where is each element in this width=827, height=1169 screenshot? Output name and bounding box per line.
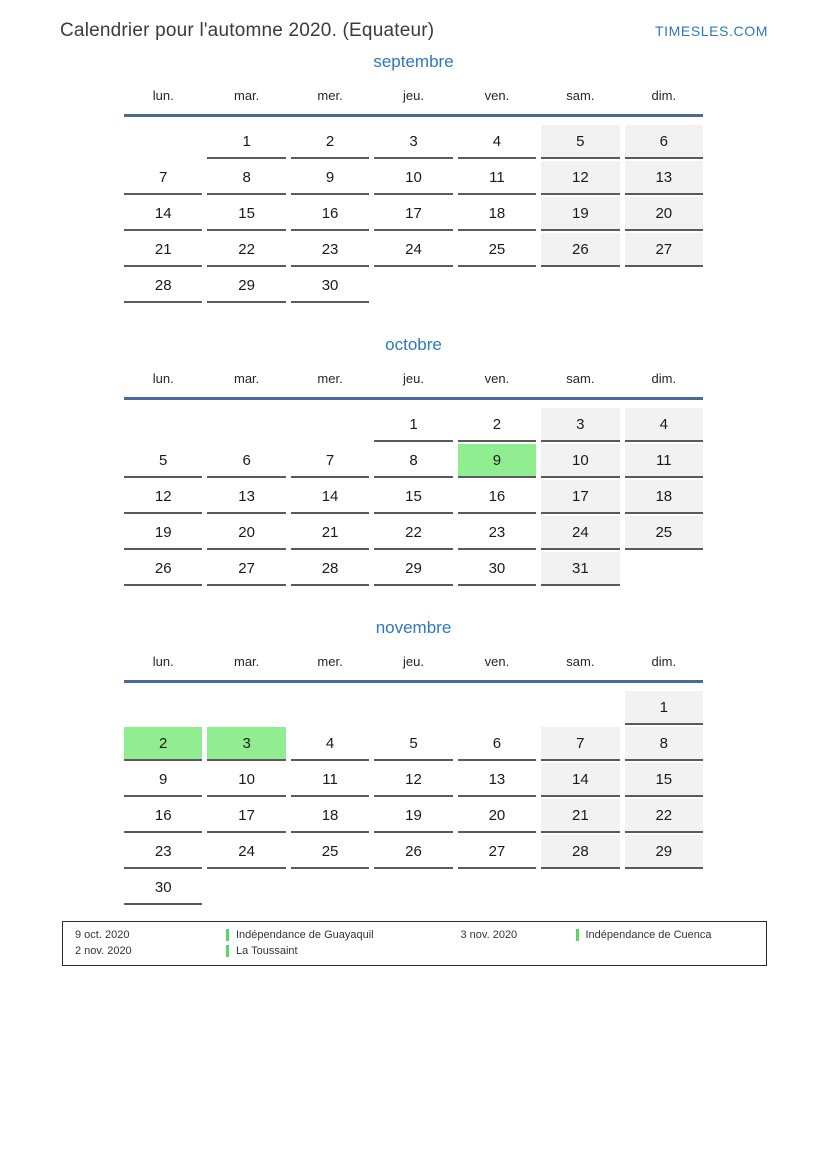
day-cell: 29 bbox=[374, 552, 452, 586]
empty-cell bbox=[458, 691, 536, 723]
page-title: Calendrier pour l'automne 2020. (Equateur) bbox=[60, 20, 435, 41]
month-grid bbox=[124, 125, 703, 305]
day-cell: 3 bbox=[541, 408, 619, 442]
day-cell: 29 bbox=[625, 835, 703, 869]
day-cell: 13 bbox=[625, 161, 703, 195]
day-cell: 9 bbox=[291, 161, 369, 195]
day-cell: 7 bbox=[541, 727, 619, 761]
month-grid bbox=[124, 408, 703, 588]
weekday-label: lun. bbox=[152, 654, 174, 669]
day-cell: 24 bbox=[541, 516, 619, 550]
day-cell: 14 bbox=[124, 197, 202, 231]
day-cell: 27 bbox=[458, 835, 536, 869]
day-cell: 26 bbox=[124, 552, 202, 586]
day-cell: 6 bbox=[458, 727, 536, 761]
weekday-label: ven. bbox=[484, 371, 510, 386]
day-cell: 6 bbox=[207, 444, 285, 478]
day-cell: 21 bbox=[124, 233, 202, 267]
day-cell: 26 bbox=[541, 233, 619, 267]
day-cell: 1 bbox=[207, 125, 285, 159]
empty-cell bbox=[207, 871, 285, 903]
day-cell: 27 bbox=[625, 233, 703, 267]
empty-cell bbox=[541, 871, 619, 903]
day-cell: 5 bbox=[124, 444, 202, 478]
month-divider-line bbox=[124, 114, 703, 117]
empty-cell bbox=[625, 269, 703, 301]
day-cell: 28 bbox=[291, 552, 369, 586]
legend-holiday-name: La Toussaint bbox=[236, 945, 298, 957]
day-cell: 9 bbox=[458, 444, 536, 478]
weekday-label: mar. bbox=[233, 88, 260, 103]
weekday-label: jeu. bbox=[403, 654, 424, 669]
day-cell: 5 bbox=[374, 727, 452, 761]
weekday-header-row bbox=[124, 371, 703, 397]
legend-holiday-name: Indépendance de Cuenca bbox=[585, 929, 712, 941]
legend-holiday-name: Indépendance de Guayaquil bbox=[236, 929, 374, 941]
day-cell: 24 bbox=[374, 233, 452, 267]
day-cell: 18 bbox=[625, 480, 703, 514]
weekday-label: mer. bbox=[317, 88, 343, 103]
day-cell: 11 bbox=[291, 763, 369, 797]
day-cell: 25 bbox=[458, 233, 536, 267]
page-header bbox=[0, 0, 827, 42]
day-cell: 10 bbox=[374, 161, 452, 195]
empty-cell bbox=[374, 691, 452, 723]
holiday-color-bar bbox=[226, 929, 229, 941]
legend-column bbox=[63, 927, 415, 959]
month-novembre bbox=[124, 618, 703, 907]
day-cell: 26 bbox=[374, 835, 452, 869]
weekday-label: dim. bbox=[651, 88, 677, 103]
weekday-label: sam. bbox=[566, 88, 595, 103]
holiday-color-bar bbox=[576, 929, 579, 941]
month-title: novembre bbox=[375, 618, 452, 637]
day-cell: 3 bbox=[374, 125, 452, 159]
day-cell: 7 bbox=[124, 161, 202, 195]
day-cell: 23 bbox=[291, 233, 369, 267]
legend-entry bbox=[63, 927, 415, 943]
empty-cell bbox=[291, 871, 369, 903]
day-cell: 12 bbox=[374, 763, 452, 797]
day-cell: 7 bbox=[291, 444, 369, 478]
day-cell: 6 bbox=[625, 125, 703, 159]
day-cell: 23 bbox=[124, 835, 202, 869]
day-cell: 10 bbox=[541, 444, 619, 478]
month-divider-line bbox=[124, 680, 703, 683]
day-cell: 20 bbox=[207, 516, 285, 550]
weekday-header-row bbox=[124, 88, 703, 114]
day-cell: 17 bbox=[374, 197, 452, 231]
day-cell: 31 bbox=[541, 552, 619, 586]
holiday-legend bbox=[62, 921, 767, 966]
empty-cell bbox=[458, 269, 536, 301]
day-cell: 21 bbox=[291, 516, 369, 550]
day-cell: 30 bbox=[458, 552, 536, 586]
month-divider-line bbox=[124, 397, 703, 400]
day-cell: 30 bbox=[124, 871, 202, 905]
day-cell: 18 bbox=[291, 799, 369, 833]
day-cell: 28 bbox=[541, 835, 619, 869]
day-cell: 12 bbox=[541, 161, 619, 195]
empty-cell bbox=[458, 871, 536, 903]
weekday-label: ven. bbox=[484, 88, 510, 103]
day-cell: 4 bbox=[625, 408, 703, 442]
day-cell: 29 bbox=[207, 269, 285, 303]
day-cell: 17 bbox=[541, 480, 619, 514]
legend-entry bbox=[63, 943, 415, 959]
day-cell: 16 bbox=[458, 480, 536, 514]
day-cell: 18 bbox=[458, 197, 536, 231]
day-cell: 5 bbox=[541, 125, 619, 159]
weekday-label: jeu. bbox=[403, 88, 424, 103]
day-cell: 8 bbox=[374, 444, 452, 478]
day-cell: 22 bbox=[207, 233, 285, 267]
legend-date: 3 nov. 2020 bbox=[460, 929, 518, 941]
day-cell: 4 bbox=[291, 727, 369, 761]
day-cell: 22 bbox=[625, 799, 703, 833]
day-cell: 16 bbox=[124, 799, 202, 833]
site-link[interactable]: TIMESLES.COM bbox=[655, 23, 768, 39]
legend-date: 2 nov. 2020 bbox=[75, 945, 132, 957]
legend-date: 9 oct. 2020 bbox=[75, 929, 130, 941]
day-cell: 1 bbox=[625, 691, 703, 725]
day-cell: 1 bbox=[374, 408, 452, 442]
day-cell: 21 bbox=[541, 799, 619, 833]
month-grid bbox=[124, 691, 703, 907]
day-cell: 9 bbox=[124, 763, 202, 797]
day-cell: 2 bbox=[458, 408, 536, 442]
weekday-label: jeu. bbox=[403, 371, 424, 386]
day-cell: 20 bbox=[458, 799, 536, 833]
day-cell: 11 bbox=[625, 444, 703, 478]
day-cell: 16 bbox=[291, 197, 369, 231]
empty-cell bbox=[207, 691, 285, 723]
day-cell: 2 bbox=[291, 125, 369, 159]
day-cell: 20 bbox=[625, 197, 703, 231]
empty-cell bbox=[541, 691, 619, 723]
day-cell: 14 bbox=[541, 763, 619, 797]
day-cell: 8 bbox=[207, 161, 285, 195]
empty-cell bbox=[291, 408, 369, 440]
day-cell: 13 bbox=[207, 480, 285, 514]
month-title: octobre bbox=[385, 335, 442, 354]
empty-cell bbox=[291, 691, 369, 723]
legend-entry bbox=[415, 927, 767, 943]
weekday-label: lun. bbox=[152, 371, 174, 386]
weekday-label: sam. bbox=[566, 654, 595, 669]
day-cell: 15 bbox=[374, 480, 452, 514]
day-cell: 30 bbox=[291, 269, 369, 303]
weekday-label: sam. bbox=[566, 371, 595, 386]
day-cell: 27 bbox=[207, 552, 285, 586]
empty-cell bbox=[374, 269, 452, 301]
weekday-label: mer. bbox=[317, 371, 343, 386]
day-cell: 25 bbox=[625, 516, 703, 550]
day-cell: 2 bbox=[124, 727, 202, 761]
day-cell: 25 bbox=[291, 835, 369, 869]
empty-cell bbox=[541, 269, 619, 301]
day-cell: 19 bbox=[374, 799, 452, 833]
day-cell: 19 bbox=[124, 516, 202, 550]
holiday-color-bar bbox=[226, 945, 229, 957]
empty-cell bbox=[625, 871, 703, 903]
month-title: septembre bbox=[373, 52, 454, 71]
day-cell: 19 bbox=[541, 197, 619, 231]
day-cell: 15 bbox=[207, 197, 285, 231]
day-cell: 11 bbox=[458, 161, 536, 195]
day-cell: 3 bbox=[207, 727, 285, 761]
empty-cell bbox=[207, 408, 285, 440]
day-cell: 28 bbox=[124, 269, 202, 303]
weekday-label: mar. bbox=[233, 371, 260, 386]
empty-cell bbox=[124, 691, 202, 723]
month-octobre bbox=[124, 335, 703, 588]
day-cell: 4 bbox=[458, 125, 536, 159]
weekday-label: mer. bbox=[317, 654, 343, 669]
empty-cell bbox=[124, 408, 202, 440]
day-cell: 23 bbox=[458, 516, 536, 550]
empty-cell bbox=[124, 125, 202, 157]
empty-cell bbox=[625, 552, 703, 584]
day-cell: 17 bbox=[207, 799, 285, 833]
day-cell: 15 bbox=[625, 763, 703, 797]
day-cell: 22 bbox=[374, 516, 452, 550]
day-cell: 13 bbox=[458, 763, 536, 797]
legend-column bbox=[415, 927, 767, 959]
empty-cell bbox=[374, 871, 452, 903]
day-cell: 14 bbox=[291, 480, 369, 514]
months bbox=[124, 52, 703, 907]
weekday-label: dim. bbox=[651, 654, 677, 669]
weekday-label: mar. bbox=[233, 654, 260, 669]
day-cell: 24 bbox=[207, 835, 285, 869]
month-septembre bbox=[124, 52, 703, 305]
weekday-header-row bbox=[124, 654, 703, 680]
weekday-label: lun. bbox=[152, 88, 174, 103]
weekday-label: ven. bbox=[484, 654, 510, 669]
weekday-label: dim. bbox=[651, 371, 677, 386]
day-cell: 8 bbox=[625, 727, 703, 761]
day-cell: 12 bbox=[124, 480, 202, 514]
day-cell: 10 bbox=[207, 763, 285, 797]
